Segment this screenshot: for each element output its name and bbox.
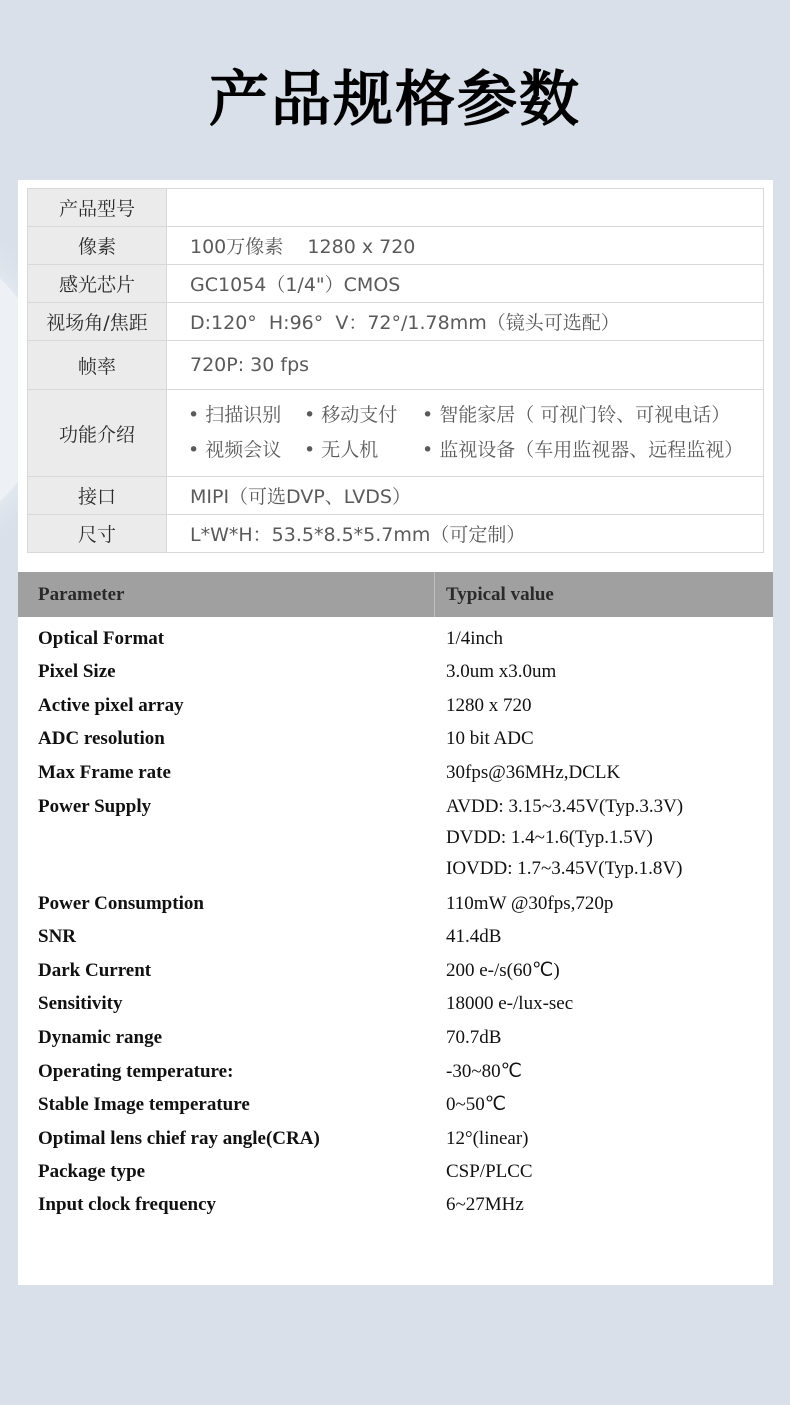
page-title: 产品规格参数 <box>209 65 581 135</box>
param-name: Operating temperature: <box>38 1061 234 1082</box>
spec-table-cn <box>27 188 764 553</box>
spec-value: 720P: 30 fps <box>167 341 764 390</box>
spec-panel <box>18 180 773 1285</box>
table-row <box>28 477 764 515</box>
spec-label: 产品型号 <box>28 189 167 227</box>
param-value: 110mW @30fps,720p <box>446 893 614 914</box>
param-name: Input clock frequency <box>38 1194 217 1215</box>
column-header-parameter: Parameter <box>38 584 125 605</box>
table-row <box>28 189 764 227</box>
param-name: Dynamic range <box>38 1027 163 1048</box>
spec-value: GC1054（1/4"）CMOS <box>167 265 764 303</box>
param-name: Power Consumption <box>38 893 204 914</box>
param-name: Pixel Size <box>38 661 116 682</box>
table-row <box>28 390 764 477</box>
feature-line <box>188 398 763 433</box>
param-value: 70.7dB <box>446 1027 502 1048</box>
param-name: SNR <box>38 926 77 947</box>
param-value: 1280 x 720 <box>446 695 532 716</box>
feature-line <box>188 433 763 468</box>
params-table-header <box>18 572 773 617</box>
spec-value <box>167 189 764 227</box>
feature-item: • 无人机 <box>304 439 379 461</box>
param-name: Package type <box>38 1161 146 1182</box>
param-name: Power Supply <box>38 796 152 817</box>
param-value: 0~50℃ <box>446 1094 507 1115</box>
spec-label: 像素 <box>28 227 167 265</box>
param-value: 3.0um x3.0um <box>446 661 557 682</box>
param-name: Dark Current <box>38 960 152 981</box>
spec-value: 100万像素 1280 x 720 <box>167 227 764 265</box>
table-row <box>28 515 764 553</box>
param-value: AVDD: 3.15~3.45V(Typ.3.3V) <box>446 796 684 817</box>
spec-label: 尺寸 <box>28 515 167 553</box>
feature-item: • 视频会议 <box>188 439 282 461</box>
feature-item: • 智能家居（ 可视门铃、可视电话） <box>422 404 731 426</box>
param-name: Optical Format <box>38 628 165 649</box>
feature-item: • 监视设备（车用监视器、远程监视） <box>422 439 744 461</box>
param-name: Max Frame rate <box>38 762 171 783</box>
spec-value: L*W*H：53.5*8.5*5.7mm（可定制） <box>167 515 764 553</box>
param-name: Active pixel array <box>38 695 184 716</box>
spec-value: MIPI（可选DVP、LVDS） <box>167 477 764 515</box>
spec-label: 帧率 <box>28 341 167 390</box>
table-row <box>28 341 764 390</box>
spec-label: 接口 <box>28 477 167 515</box>
param-value: -30~80℃ <box>446 1061 522 1082</box>
param-name: Sensitivity <box>38 993 123 1014</box>
param-value: 6~27MHz <box>446 1194 524 1215</box>
column-divider <box>434 572 435 617</box>
spec-label: 功能介绍 <box>28 390 167 477</box>
param-value: 10 bit ADC <box>446 728 534 749</box>
param-value: 41.4dB <box>446 926 502 947</box>
column-header-typical-value: Typical value <box>446 584 554 605</box>
spec-value: D:120° H:96° V：72°/1.78mm（镜头可选配） <box>167 303 764 341</box>
param-value: 1/4inch <box>446 628 503 649</box>
spec-label: 视场角/焦距 <box>28 303 167 341</box>
param-value: DVDD: 1.4~1.6(Typ.1.5V) <box>446 827 653 848</box>
table-row <box>28 227 764 265</box>
feature-item: • 扫描识别 <box>188 404 282 426</box>
param-name: Stable Image temperature <box>38 1094 250 1115</box>
param-name: ADC resolution <box>38 728 165 749</box>
param-value: 200 e-/s(60℃) <box>446 960 560 981</box>
param-value: IOVDD: 1.7~3.45V(Typ.1.8V) <box>446 858 683 879</box>
param-value: 12°(linear) <box>446 1128 529 1149</box>
param-value: CSP/PLCC <box>446 1161 533 1182</box>
param-value: 18000 e-/lux-sec <box>446 993 574 1014</box>
feature-item: • 移动支付 <box>304 404 398 426</box>
spec-label: 感光芯片 <box>28 265 167 303</box>
param-name: Optimal lens chief ray angle(CRA) <box>38 1128 320 1149</box>
table-row <box>28 303 764 341</box>
table-row <box>28 265 764 303</box>
feature-list <box>167 390 764 477</box>
param-value: 30fps@36MHz,DCLK <box>446 762 621 783</box>
